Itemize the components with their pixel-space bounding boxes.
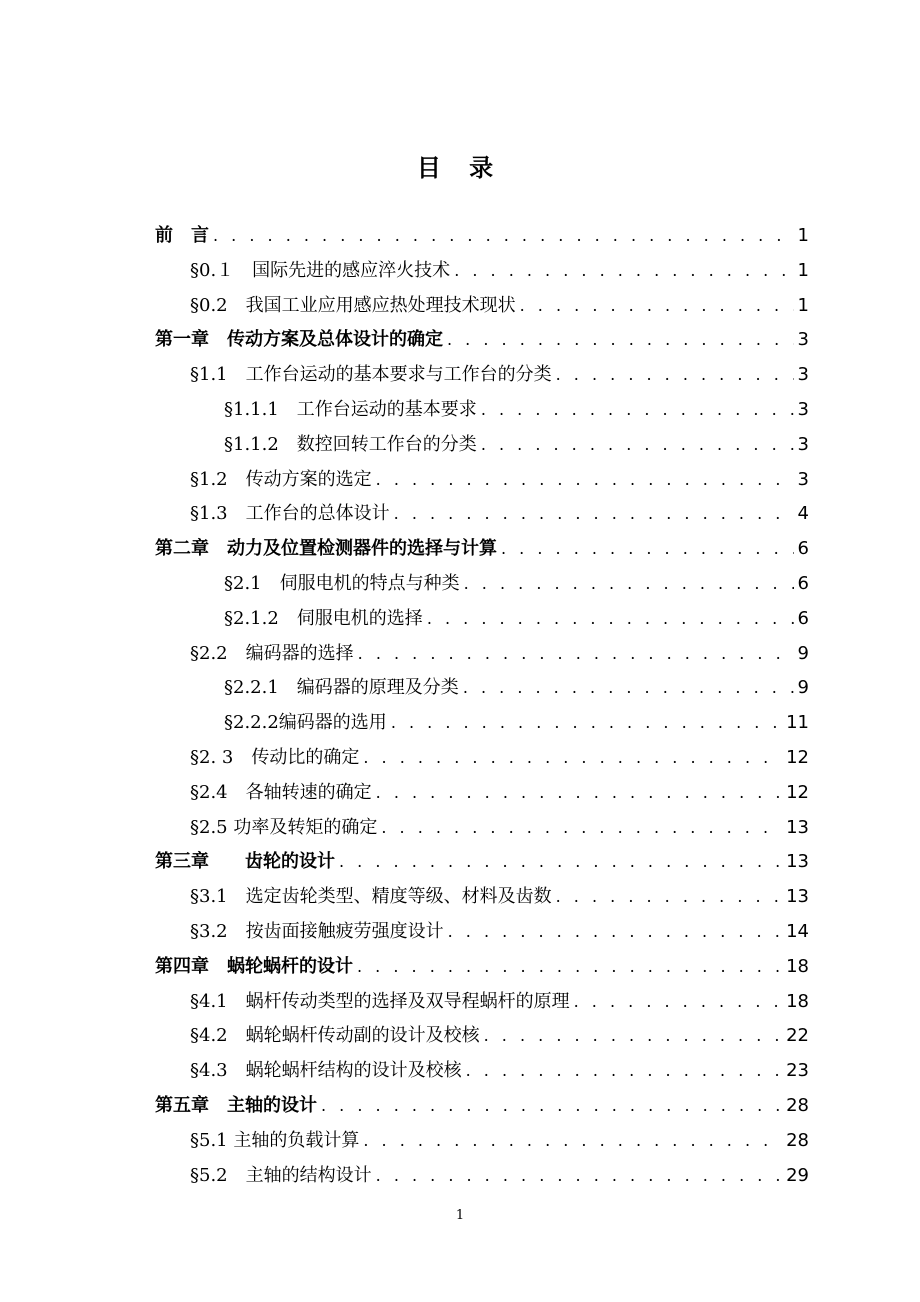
dot-leader — [448, 921, 782, 943]
toc-entry-label: §4.2 蜗轮蜗杆传动副的设计及校核 — [190, 1025, 480, 1047]
toc-entry-label: §3.2 按齿面接触疲劳强度设计 — [190, 921, 444, 942]
toc-entry-label: §2.1.2 伺服电机的选择 — [224, 607, 423, 629]
toc-chapter-entry — [155, 845, 809, 873]
toc-entry-label: §1.1 工作台运动的基本要求与工作台的分类 — [190, 364, 552, 386]
dot-leader — [501, 538, 794, 560]
toc-entry-label: §1.3 工作台的总体设计 — [190, 503, 390, 525]
dot-leader — [376, 782, 782, 804]
toc-section-entry — [190, 1054, 809, 1082]
dot-leader — [376, 469, 794, 491]
dot-leader — [427, 608, 794, 630]
toc-entry-label: §4.1 蜗杆传动类型的选择及双导程蜗杆的原理 — [190, 990, 570, 1012]
toc-section-entry — [190, 1019, 809, 1047]
dot-leader — [463, 677, 794, 699]
toc-entry-page: 6 — [797, 607, 809, 629]
dot-leader — [213, 225, 794, 247]
dot-leader — [556, 364, 794, 386]
dot-leader — [574, 991, 782, 1013]
toc-section-entry — [190, 289, 809, 317]
toc-entry-page: 3 — [797, 399, 809, 420]
toc-entry-page: 13 — [786, 851, 809, 873]
toc-entry-label: §2. 3 传动比的确定 — [190, 747, 360, 768]
toc-entry-label: §5.1 主轴的负载计算 — [190, 1129, 360, 1151]
toc-entry-label: 第三章 齿轮的设计 — [155, 851, 335, 873]
dot-leader — [520, 295, 794, 317]
toc-section-entry — [190, 915, 809, 943]
toc-entry-page: 28 — [786, 1129, 809, 1151]
toc-entry-label: §5.2 主轴的结构设计 — [190, 1164, 372, 1186]
toc-entry-page: 3 — [797, 433, 809, 455]
toc-entry-label: §0.2 我国工业应用感应热处理技术现状 — [190, 294, 516, 316]
toc-entry-page: 3 — [797, 468, 809, 490]
toc-section-entry — [190, 1159, 809, 1187]
toc-entry-label: §3.1 选定齿轮类型、精度等级、材料及齿数 — [190, 886, 552, 908]
toc-section-entry — [224, 393, 809, 421]
toc-entry-page: 11 — [786, 712, 809, 734]
page-number: 1 — [455, 1208, 465, 1223]
toc-section-entry — [224, 602, 809, 630]
toc-section-entry — [190, 1124, 809, 1152]
dot-leader — [556, 886, 782, 908]
toc-entry-label: §2.2.2编码器的选用 — [224, 712, 387, 734]
toc-entry-page: 12 — [786, 781, 809, 803]
toc-section-entry — [224, 706, 809, 734]
toc-section-entry — [224, 428, 809, 456]
toc-entry-page: 9 — [797, 642, 809, 664]
toc-section-entry — [190, 811, 809, 839]
toc-entry-label: §0.１ 国际先进的感应淬火技术 — [190, 259, 451, 281]
dot-leader — [339, 851, 782, 873]
dot-leader — [363, 747, 782, 769]
toc-entry-page: 3 — [797, 364, 809, 386]
toc-chapter-entry — [155, 532, 809, 560]
toc-section-entry — [190, 741, 809, 769]
dot-leader — [363, 1130, 782, 1152]
toc-chapter-entry — [155, 950, 809, 978]
dot-leader — [321, 1095, 782, 1117]
toc-entry-page: 23 — [786, 1060, 809, 1082]
toc-section-entry — [224, 671, 809, 699]
dot-leader — [357, 956, 782, 978]
toc-entry-page: 13 — [786, 886, 809, 908]
toc-entry-page: 1 — [797, 259, 809, 281]
toc-section-entry — [190, 776, 809, 804]
toc-section-entry — [190, 637, 809, 665]
dot-leader — [466, 1060, 782, 1082]
toc-entry-label: §2.2.1 编码器的原理及分类 — [224, 677, 459, 699]
toc-section-entry — [190, 985, 809, 1013]
toc-section-entry — [190, 254, 809, 282]
toc-entry-page: 22 — [786, 1025, 809, 1047]
dot-leader — [481, 399, 794, 421]
toc-entry-page: 3 — [797, 329, 809, 351]
toc-entry-page: 1 — [797, 225, 809, 246]
toc-chapter-entry — [155, 323, 809, 351]
toc-chapter-entry — [155, 219, 809, 247]
toc-entry-label: §1.1.2 数控回转工作台的分类 — [224, 433, 477, 455]
toc-section-entry — [190, 358, 809, 386]
dot-leader — [454, 260, 793, 282]
toc-entry-label: §2.2 编码器的选择 — [190, 642, 354, 664]
toc-entry-page: 29 — [786, 1164, 809, 1186]
toc-entry-page: 13 — [786, 816, 809, 838]
toc-entry-label: §2.4 各轴转速的确定 — [190, 781, 372, 803]
toc-entry-page: 14 — [786, 921, 809, 942]
toc-entry-label: §1.2 传动方案的选定 — [190, 468, 372, 490]
toc-entry-page: 9 — [797, 677, 809, 699]
toc-entry-label: §2.5 功率及转矩的确定 — [190, 816, 378, 838]
dot-leader — [376, 1165, 782, 1187]
toc-entry-page: 6 — [797, 573, 809, 594]
toc-entry-page: 6 — [797, 538, 809, 560]
toc-entry-page: 1 — [797, 294, 809, 316]
toc-chapter-entry — [155, 1089, 809, 1117]
toc-entry-page: 18 — [786, 955, 809, 977]
toc-entry-label: §2.1 伺服电机的特点与种类 — [224, 573, 460, 594]
dot-leader — [381, 817, 782, 839]
dot-leader — [447, 329, 794, 351]
toc-entry-label: §4.3 蜗轮蜗杆结构的设计及校核 — [190, 1060, 462, 1082]
toc-section-entry — [190, 463, 809, 491]
toc-section-entry — [224, 567, 809, 595]
toc-section-entry — [190, 497, 809, 525]
toc-entry-label: 第四章 蜗轮蜗杆的设计 — [155, 955, 353, 977]
toc-entry-page: 18 — [786, 990, 809, 1012]
toc-title: 目 录 — [416, 154, 504, 182]
toc-entry-label: 前 言 — [155, 225, 209, 246]
toc-entry-page: 28 — [786, 1095, 809, 1116]
toc-entry-label: 第一章 传动方案及总体设计的确定 — [155, 329, 443, 351]
dot-leader — [358, 643, 794, 665]
dot-leader — [394, 503, 794, 525]
toc-entry-label: 第五章 主轴的设计 — [155, 1095, 317, 1116]
toc-entry-label: §1.1.1 工作台运动的基本要求 — [224, 399, 477, 420]
dot-leader — [464, 573, 794, 595]
toc-section-entry — [190, 880, 809, 908]
dot-leader — [481, 434, 794, 456]
toc-entry-page: 12 — [786, 747, 809, 768]
dot-leader — [484, 1025, 782, 1047]
toc-entry-page: 4 — [797, 503, 809, 525]
toc-entry-label: 第二章 动力及位置检测器件的选择与计算 — [155, 538, 497, 560]
dot-leader — [391, 712, 782, 734]
